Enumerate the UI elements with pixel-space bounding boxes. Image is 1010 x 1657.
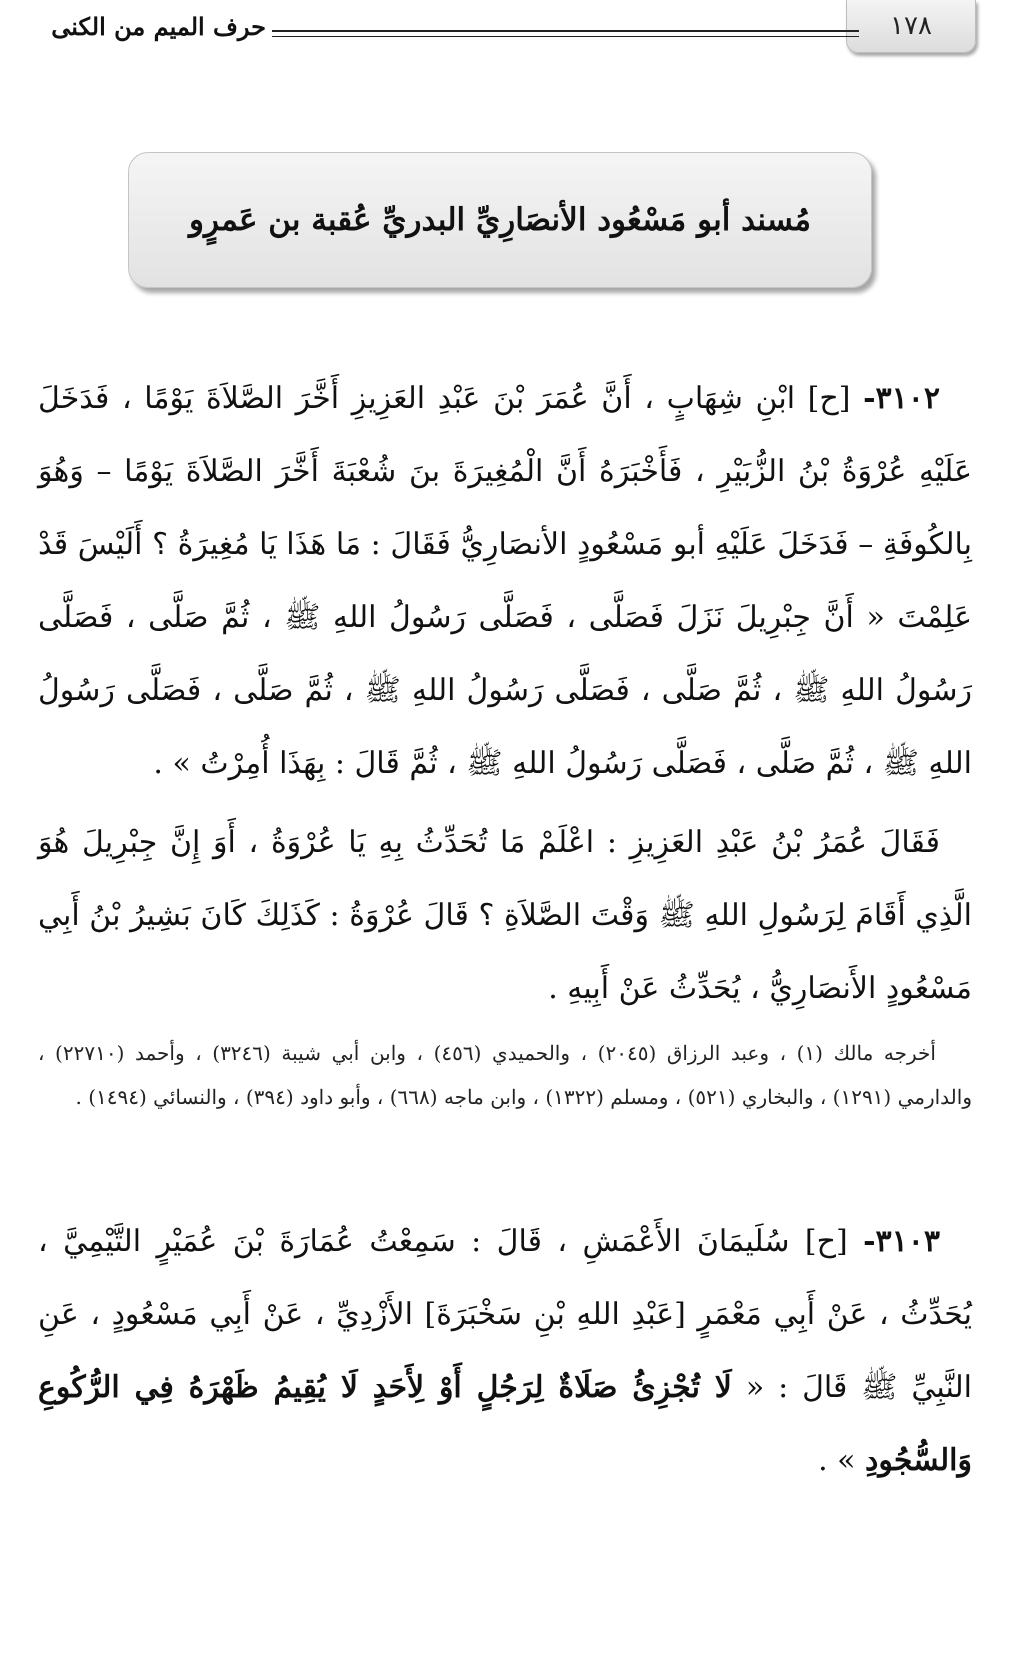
takhrij-footnote: أخرجه مالك (١) ، وعبد الرزاق (٢٠٤٥) ، والحميدي (٤٥٦) ، وابن أبي شيبة (٣٢٤٦) ، وأحمد (٢٢٧١٠) ، والدارمي (١٢٩١) ، والبخاري (٥٢١) ، ومسلم (١٣٢٢) ، وابن ماجه (٦٦٨) ، وأبو داود (٣٩٤) ، والنسائي (١٤٩٤) . — [38, 1041, 972, 1109]
hadith-end: » . — [818, 1443, 866, 1478]
hadith-body: [ح] ابْنِ شِهَابٍ ، أَنَّ عُمَرَ بْنَ عَبْدِ العَزِيزِ أَخَّرَ الصَّلاَةَ يَوْمًا ، فَدَخَلَ عَلَيْهِ عُرْوَةُ بْنُ الزُّبَيْرِ ، فَأَخْبَرَهُ أَنَّ الْمُغِيرَةَ بنَ شُعْبَةَ أَخَّرَ الصَّلاَةَ يَوْمًا – وَهُوَ بِالكُوفَةِ – فَدَخَلَ عَلَيْهِ أبو مَسْعُودٍ الأنصَارِيُّ فَقَالَ : مَا هَذَا يَا مُغِيرَةُ ؟ أَلَيْسَ قَدْ عَلِمْتَ « أَنَّ جِبْرِيلَ نَزَلَ فَصَلَّى ، فَصَلَّى رَسُولُ اللهِ ﷺ ، ثُمَّ صَلَّى ، فَصَلَّى رَسُولُ اللهِ ﷺ ، ثُمَّ صَلَّى ، فَصَلَّى رَسُولُ اللهِ ﷺ ، ثُمَّ صَلَّى ، فَصَلَّى رَسُولُ اللهِ ﷺ ، ثُمَّ صَلَّى ، فَصَلَّى رَسُولُ اللهِ ﷺ ، ثُمَّ قَالَ : بِهَذَا أُمِرْتُ » . — [38, 381, 972, 781]
hadith-body: [ح] سُلَيمَانَ الأَعْمَشِ ، قَالَ : سَمِعْتُ عُمَارَةَ بْنَ عُمَيْرٍ التَّيْمِيَّ ، يُحَدِّثُ ، عَنْ أَبِي مَعْمَرٍ [عَبْدِ اللهِ بْنِ سَخْبَرَةَ] الأَزْدِيِّ ، عَنْ أَبِي مَسْعُودٍ ، عَنِ النَّبِيِّ ﷺ قَالَ : « — [38, 1224, 972, 1405]
hadith-3102 — [38, 362, 972, 1119]
hadith-matn: لَا تُجْزِئُ صَلَاةٌ لِرَجُلٍ أَوْ لِأَحَدٍ لَا يُقِيمُ ظَهْرَهُ فِي الرُّكُوعِ وَالسُّجُودِ — [38, 1370, 972, 1478]
chapter-title: مُسند أبو مَسْعُود الأنصَارِيِّ البدريِّ عُقبة بن عَمرٍو — [189, 202, 811, 238]
hadith-3103 — [38, 1205, 972, 1497]
hadith-number: ٣١٠٣- — [863, 1224, 940, 1259]
hadith-3103-text — [38, 1205, 972, 1497]
hadith-number: ٣١٠٢- — [863, 381, 940, 416]
chapter-title-box — [128, 152, 872, 288]
header-rule — [272, 30, 859, 37]
hadith-3102-continuation: فَقَالَ عُمَرُ بْنُ عَبْدِ العَزِيزِ : اعْلَمْ مَا تُحَدِّثُ بِهِ يَا عُرْوَةُ ، أَوَ إِنَّ جِبْرِيلَ هُوَ الَّذِي أَقَامَ لِرَسُولِ اللهِ ﷺ وَقْتَ الصَّلاَةِ ؟ قَالَ عُرْوَةُ : كَذَلِكَ كَانَ بَشِيرُ بْنُ أَبِي مَسْعُودٍ الأَنصَارِيُّ ، يُحَدِّثُ عَنْ أَبِيهِ . — [38, 825, 972, 1006]
hadith-3102-text — [38, 362, 972, 800]
running-title: حرف الميم من الكنى — [51, 12, 266, 41]
page-number: ١٧٨ — [846, 0, 976, 53]
page-header — [36, 0, 976, 62]
